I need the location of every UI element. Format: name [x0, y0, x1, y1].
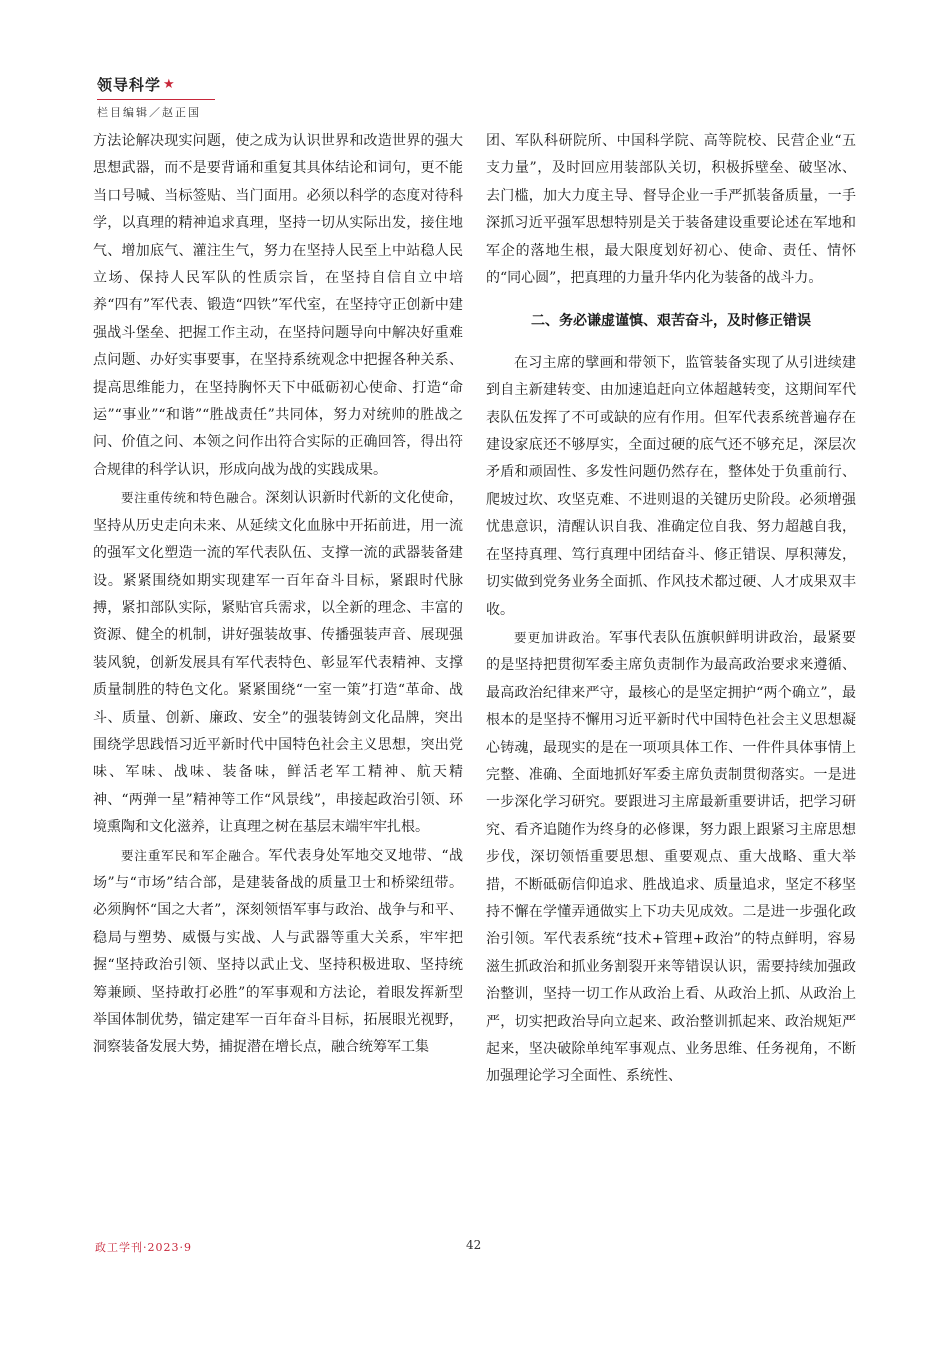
paragraph-lead: 要注重传统和特色融合。	[121, 490, 266, 506]
header-rule	[97, 99, 215, 100]
paragraph: 方法论解决现实问题，使之成为认识世界和改造世界的强大思想武器，而不是要背诵和重复其具体结论和词句，更不能当口号喊、当标签贴、当门面用。必须以科学的态度对待科学，以真理的精神追求真理，坚持一切从实际出发，接住地气、增加底气、灌注生气，努力在坚持人民至上中站稳人民立场、保持人民军队的性质宗旨，在坚持自信自立中培养“四有”军代表、锻造“四铁”军代室，在坚持守正创新中建强战斗堡垒、把握工作主动，在坚持问题导向中解决好重难点问题、办好实事要事，在坚持系统观念中把握各种关系、提高思维能力，在坚持胸怀天下中砥砺初心使命、打造“命运”“事业”“和谐”“胜战责任”共同体，努力对统帅的胜战之问、价值之问、本领之问作出符合实际的正确回答，得出符合规律的科学认识，形成向战为战的实践成果。	[93, 133, 463, 478]
paragraph: 在习主席的擘画和带领下，监管装备实现了从引进续建到自主新建转变、由加速追赶向立体超越转变，这期间军代表队伍发挥了不可或缺的应有作用。但军代表系统普遍存在建设家底还不够厚实，全面过硬的底气还不够充足，深层次矛盾和顽固性、多发性问题仍然存在，整体处于负重前行、爬坡过坎、攻坚克难、不进则退的关键历史阶段。必须增强忧患意识，清醒认识自我、准确定位自我、努力超越自我，在坚持真理、笃行真理中团结奋斗、修正错误、厚积薄发，切实做到党务业务全面抓、作风技术都过硬、人才成果双丰收。	[486, 354, 856, 618]
column-editor: 栏目编辑／赵正国	[97, 106, 201, 119]
page-header	[97, 74, 397, 120]
star-icon: ★	[163, 77, 176, 92]
paragraph	[486, 624, 856, 1091]
left-column	[93, 128, 463, 1062]
paragraph	[93, 842, 463, 1062]
right-column	[486, 128, 856, 1091]
journal-footer: 政工学刊·2023·9	[95, 1241, 192, 1254]
paragraph-body: 军代表身处军地交叉地带、“战场”与“市场”结合部，是建装备战的质量卫士和桥梁纽带。必须胸怀“国之大者”，深刻领悟军事与政治、战争与和平、稳局与塑势、威慑与实战、人与武器等重大关系，牢牢把握“坚持政治引领、坚持以武止戈、坚持积极进取、坚持统筹兼顾、坚持敢打必胜”的军事观和方法论，着眼发挥新型举国体制优势，锚定建军一百年奋斗目标，拓展眼光视野，洞察装备发展大势，捕捉潜在增长点，融合统筹军工集	[93, 847, 463, 1056]
paragraph	[93, 484, 463, 841]
page-number: 42	[466, 1238, 482, 1252]
column-name	[97, 74, 397, 95]
paragraph-body: 深刻认识新时代新的文化使命，坚持从历史走向未来、从延续文化血脉中开拓前进，用一流的强军文化塑造一流的军代表队伍、支撑一流的武器装备建设。紧紧围绕如期实现建军一百年奋斗目标，紧跟时代脉搏，紧扣部队实际，紧贴官兵需求，以全新的理念、丰富的资源、健全的机制，讲好强装故事、传播强装声音、展现强装风貌，创新发展具有军代表特色、彰显军代表精神、支撑质量制胜的特色文化。紧紧围绕“一室一策”打造“革命、战斗、质量、创新、廉政、安全”的强装铸剑文化品牌，突出围绕学思践悟习近平新时代中国特色社会主义思想，突出党味、军味、战味、装备味，鲜活老军工精神、航天精神、“两弹一星”精神等工作“风景线”，串接起政治引领、环境熏陶和文化滋养，让真理之树在基层末端牢牢扎根。	[93, 490, 463, 836]
paragraph-lead: 要注重军民和军企融合。	[121, 847, 269, 863]
paragraph-body: 军事代表队伍旗帜鲜明讲政治，最紧要的是坚持把贯彻军委主席负责制作为最高政治要求来遵循、最高政治纪律来严守，最核心的是坚定拥护“两个确立”，最根本的是坚持不懈用习近平新时代中国特色社会主义思想凝心铸魂，最现实的是在一项项具体工作、一件件具体事情上完整、准确、全面地抓好军委主席负责制贯彻落实。一是进一步深化学习研究。要跟进习主席最新重要讲话，把学习研究、看齐追随作为终身的必修课，努力跟上跟紧习主席思想步伐，深切领悟重要思想、重要观点、重大战略、重大举措，不断砥砺信仰追求、胜战追求、质量追求，坚定不移坚持不懈在学懂弄通做实上下功夫见成效。二是进一步强化政治引领。军代表系统“技术+管理+政治”的特点鲜明，容易滋生抓政治和抓业务割裂开来等错误认识，需要持续加强政治整训，坚持一切工作从政治上看、从政治上抓、从政治上严，切实把政治导向立起来、政治整训抓起来、政治规矩严起来，坚决破除单纯军事观点、业务思维、任务视角，不断加强理论学习全面性、系统性、	[486, 629, 856, 1085]
paragraph-lead: 要更加讲政治。	[514, 629, 609, 645]
paragraph: 团、军队科研院所、中国科学院、高等院校、民营企业“五支力量”，及时回应用装部队关切，积极拆壁垒、破坚冰、去门槛，加大力度主导、督导企业一手严抓装备质量，一手深抓习近平强军思想特别是关于装备建设重要论述在军地和军企的落地生根，最大限度划好初心、使命、责任、情怀的“同心圆”，把真理的力量升华内化为装备的战斗力。	[486, 133, 856, 287]
section-heading: 二、务必谦虚谨慎、艰苦奋斗，及时修正错误	[531, 313, 811, 330]
column-name-text: 领导科学	[97, 76, 162, 94]
